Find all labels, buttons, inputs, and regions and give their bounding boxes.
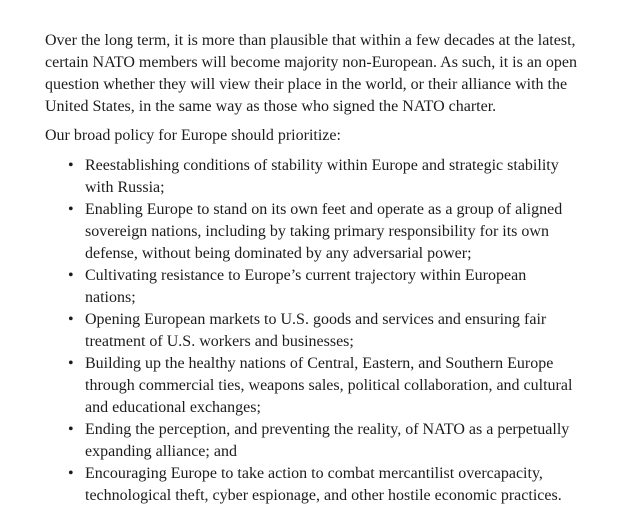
bullet-icon: •	[68, 465, 74, 482]
text-line: treatment of U.S. workers and businesses;	[85, 333, 354, 350]
bullet-icon: •	[68, 311, 74, 328]
policy-bullet-list	[45, 155, 596, 507]
text-line: defense, without being dominated by any adversarial power;	[85, 245, 472, 262]
bullet-item	[45, 353, 596, 419]
text-line: Ending the perception, and preventing the reality, of NATO as a perpetually	[85, 421, 570, 438]
text-line: Cultivating resistance to Europe’s current trajectory within European	[85, 267, 527, 284]
bullet-item	[45, 155, 596, 199]
text-line: Enabling Europe to stand on its own feet and operate as a group of aligned	[85, 201, 563, 218]
text-line: technological theft, cyber espionage, and other hostile economic practices.	[85, 487, 562, 504]
text-line: expanding alliance; and	[85, 443, 237, 460]
text-line: with Russia;	[85, 179, 165, 196]
text-line: Building up the healthy nations of Central, Eastern, and Southern Europe	[85, 355, 554, 372]
text-line: through commercial ties, weapons sales, political collaboration, and cultural	[85, 377, 573, 394]
text-line: and educational exchanges;	[85, 399, 261, 416]
bullet-item	[45, 265, 596, 309]
bullet-item	[45, 309, 596, 353]
text-line: Over the long term, it is more than plausible that within a few decades at the latest,	[45, 32, 576, 49]
text-line: Reestablishing conditions of stability within Europe and strategic stability	[85, 157, 559, 174]
bullet-item	[45, 419, 596, 463]
bullet-item	[45, 463, 596, 507]
text-line: sovereign nations, including by taking primary responsibility for its own	[85, 223, 549, 240]
text-line: nations;	[85, 289, 136, 306]
bullet-icon: •	[68, 201, 74, 218]
policy-lead-paragraph	[45, 125, 596, 147]
text-line: certain NATO members will become majority non-European. As such, it is an open	[45, 54, 578, 71]
text-line: Encouraging Europe to take action to combat mercantilist overcapacity,	[85, 465, 543, 482]
text-line: question whether they will view their place in the world, or their alliance with the	[45, 76, 568, 93]
text-line: Our broad policy for Europe should prioritize:	[45, 127, 341, 144]
text-line: Opening European markets to U.S. goods and services and ensuring fair	[85, 311, 547, 328]
bullet-icon: •	[68, 355, 74, 372]
bullet-item	[45, 199, 596, 265]
bullet-icon: •	[68, 267, 74, 284]
bullet-icon: •	[68, 157, 74, 174]
bullet-icon: •	[68, 421, 74, 438]
intro-paragraph	[45, 30, 596, 118]
text-line: United States, in the same way as those who signed the NATO charter.	[45, 98, 497, 115]
